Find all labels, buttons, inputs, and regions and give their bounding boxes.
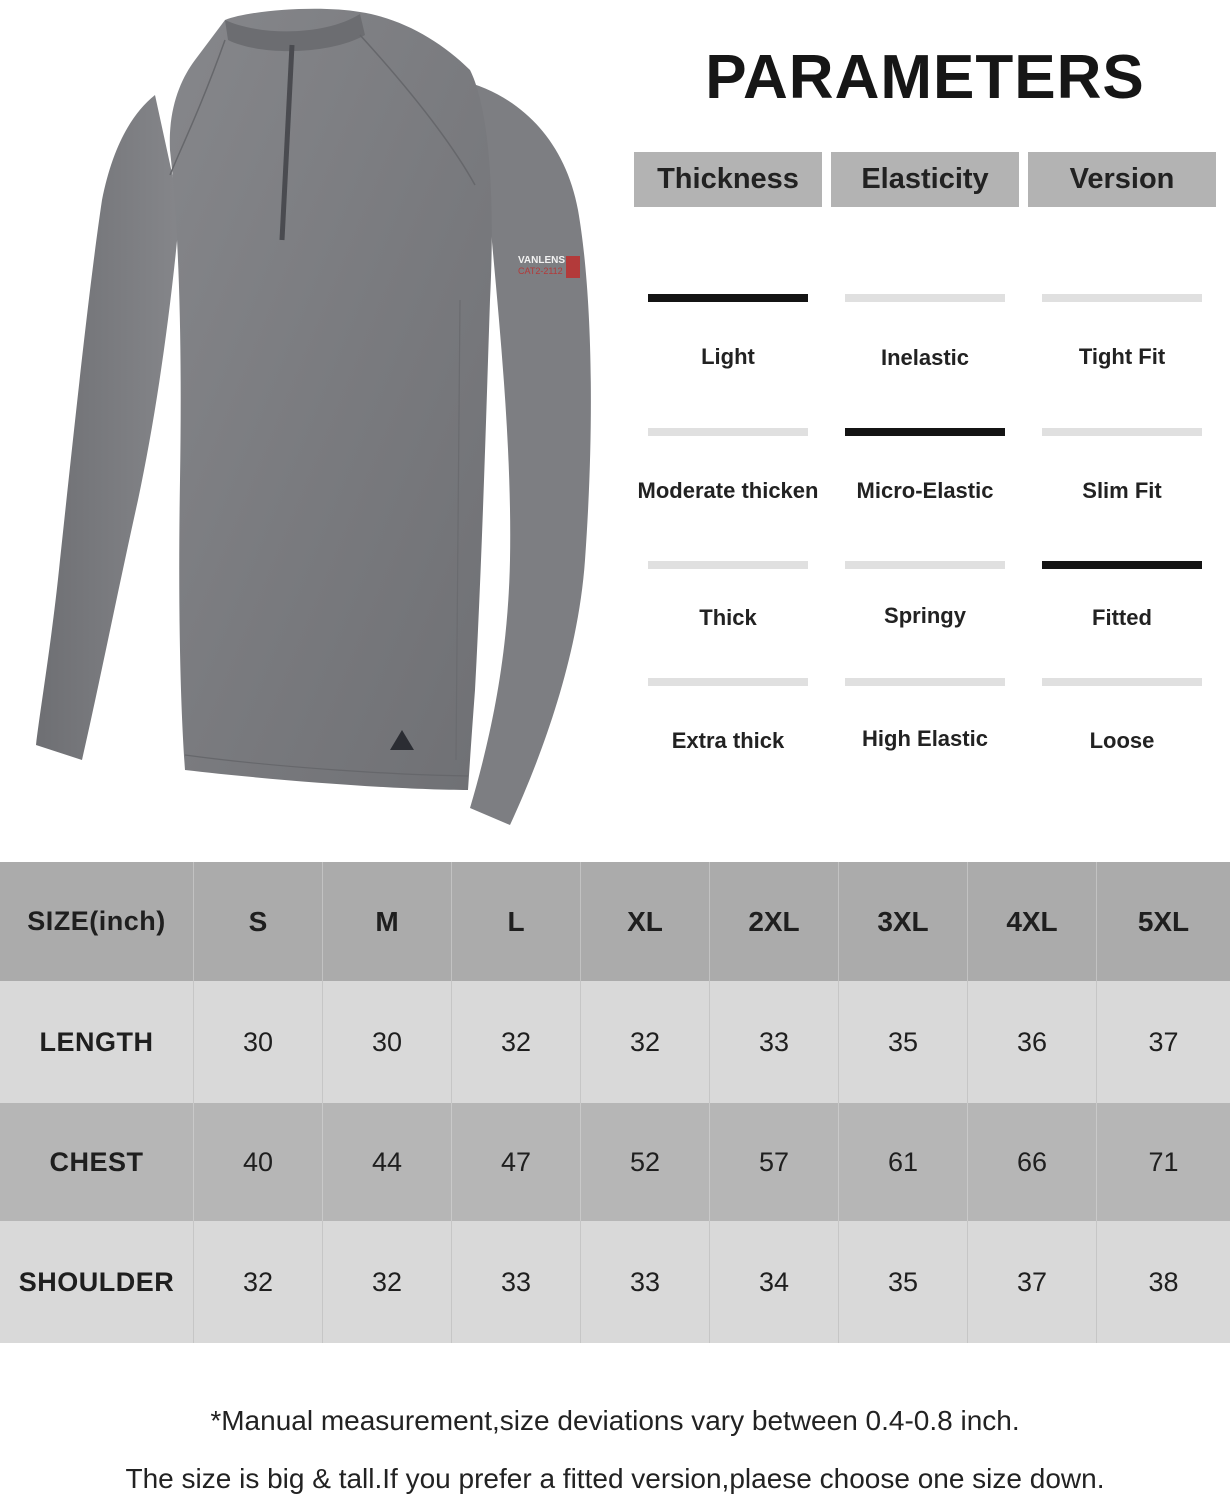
table-cell: 40 xyxy=(193,1103,322,1221)
brand-code-text: CAT2-2112 xyxy=(518,266,563,276)
param-option-label: Micro-Elastic xyxy=(856,478,994,503)
param-level-bar xyxy=(648,561,808,569)
param-option-label: High Elastic xyxy=(862,726,988,751)
param-option-label: Fitted xyxy=(1092,605,1152,630)
param-header: Version xyxy=(1028,152,1216,207)
table-cell: 32 xyxy=(193,1221,322,1343)
param-option-label: Loose xyxy=(1089,728,1155,753)
param-option xyxy=(634,678,822,754)
table-cell: 33 xyxy=(451,1221,580,1343)
size-table xyxy=(0,862,1230,1343)
table-cell: 32 xyxy=(451,981,580,1103)
table-cell: 30 xyxy=(322,981,451,1103)
table-cell: 36 xyxy=(967,981,1096,1103)
table-cell: 33 xyxy=(709,981,838,1103)
size-col-header: 2XL xyxy=(709,862,838,981)
param-level-bar xyxy=(1042,561,1202,569)
table-cell: 47 xyxy=(451,1103,580,1221)
param-option-label: Inelastic xyxy=(880,345,970,370)
table-cell: 37 xyxy=(967,1221,1096,1343)
size-header-label: SIZE(inch) xyxy=(27,906,166,936)
brand-patch-text: VANLENS xyxy=(518,255,566,266)
row-label: LENGTH xyxy=(39,1026,154,1057)
param-level-bar xyxy=(648,294,808,302)
size-table-header-row xyxy=(0,862,1230,981)
param-option-label: Moderate thicken xyxy=(637,478,819,503)
parameters-title: PARAMETERS xyxy=(705,43,1145,112)
param-option xyxy=(634,428,822,504)
table-cell: 32 xyxy=(322,1221,451,1343)
table-cell: 38 xyxy=(1096,1221,1230,1343)
size-col-header: L xyxy=(451,862,580,981)
sleeve-patch xyxy=(518,255,580,278)
param-option-label: Thick xyxy=(699,605,757,630)
size-col-header: 3XL xyxy=(838,862,967,981)
size-col-header: 5XL xyxy=(1096,862,1230,981)
measurement-note: *Manual measurement,size deviations vary between 0.4-0.8 inch. xyxy=(210,1405,1020,1436)
param-option xyxy=(1028,294,1216,370)
param-option xyxy=(831,678,1019,752)
param-level-bar xyxy=(845,561,1005,569)
param-column-version xyxy=(1028,152,1216,753)
param-option xyxy=(831,428,1019,504)
table-cell: 52 xyxy=(580,1103,709,1221)
param-level-bar xyxy=(845,678,1005,686)
table-cell: 71 xyxy=(1096,1103,1230,1221)
table-cell: 35 xyxy=(838,1221,967,1343)
param-level-bar xyxy=(648,428,808,436)
param-level-bar xyxy=(648,678,808,686)
size-col-header: S xyxy=(193,862,322,981)
param-option xyxy=(831,561,1019,629)
table-cell: 66 xyxy=(967,1103,1096,1221)
param-level-bar xyxy=(1042,678,1202,686)
row-label: CHEST xyxy=(49,1146,144,1177)
param-header: Thickness xyxy=(634,152,822,207)
param-option xyxy=(634,561,822,631)
size-col-header: 4XL xyxy=(967,862,1096,981)
param-level-bar xyxy=(1042,294,1202,302)
table-row-chest xyxy=(0,1103,1230,1221)
table-cell: 30 xyxy=(193,981,322,1103)
param-option-label: Extra thick xyxy=(671,728,785,753)
table-row-length xyxy=(0,981,1230,1103)
table-cell: 61 xyxy=(838,1103,967,1221)
table-row-shoulder xyxy=(0,1221,1230,1343)
table-cell: 57 xyxy=(709,1103,838,1221)
table-cell: 34 xyxy=(709,1221,838,1343)
table-cell: 35 xyxy=(838,981,967,1103)
row-label: SHOULDER xyxy=(18,1266,175,1297)
param-column-elasticity xyxy=(831,152,1019,751)
param-option xyxy=(634,294,822,370)
shirt-body xyxy=(170,9,492,790)
param-option-label: Slim Fit xyxy=(1082,478,1162,503)
param-option-label: Tight Fit xyxy=(1078,344,1166,369)
param-option xyxy=(1028,678,1216,754)
param-option xyxy=(1028,428,1216,504)
size-col-header: M xyxy=(322,862,451,981)
table-cell: 32 xyxy=(580,981,709,1103)
param-level-bar xyxy=(845,294,1005,302)
param-option-label: Springy xyxy=(884,603,966,628)
sizing-advice-note: The size is big & tall.If you prefer a fitted version,plaese choose one size down. xyxy=(125,1463,1105,1494)
param-option-label: Light xyxy=(701,344,755,369)
param-level-bar xyxy=(845,428,1005,436)
param-option xyxy=(1028,561,1216,631)
param-option xyxy=(831,294,1019,371)
param-level-bar xyxy=(1042,428,1202,436)
table-cell: 33 xyxy=(580,1221,709,1343)
table-cell: 37 xyxy=(1096,981,1230,1103)
size-col-header: XL xyxy=(580,862,709,981)
param-header: Elasticity xyxy=(831,152,1019,207)
param-column-thickness xyxy=(634,152,822,753)
left-sleeve xyxy=(36,95,180,760)
product-image xyxy=(20,0,620,840)
table-cell: 44 xyxy=(322,1103,451,1221)
